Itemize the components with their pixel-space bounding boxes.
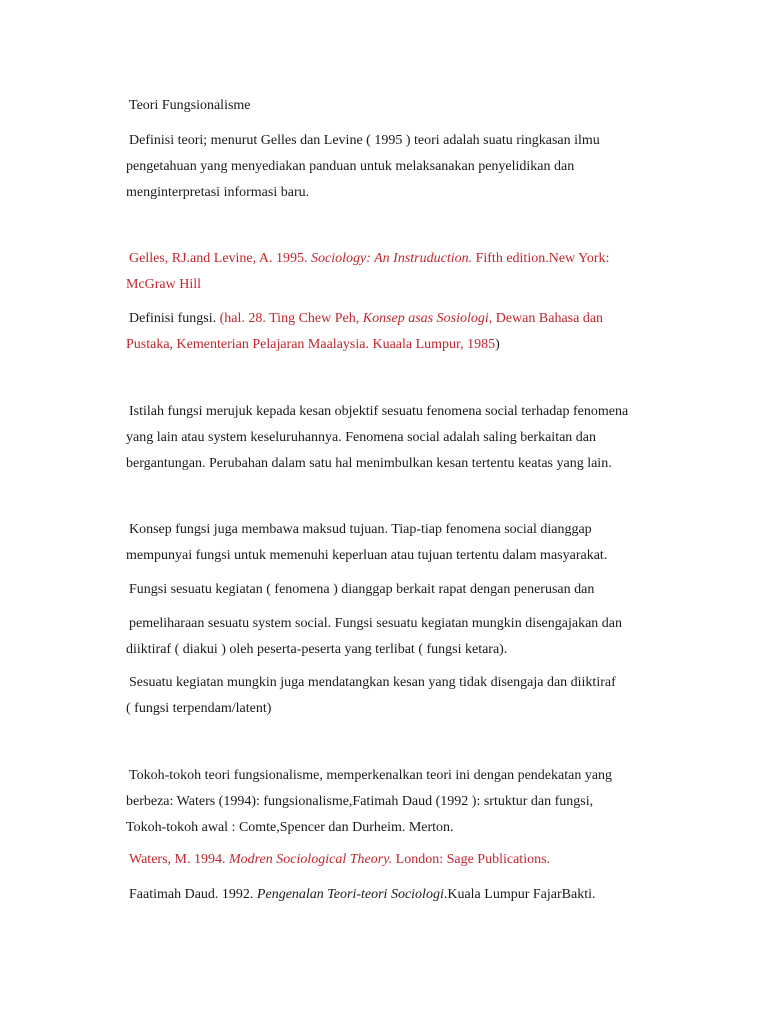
paragraph-line: Tokoh-tokoh awal : Comte,Spencer dan Durheim. Merton. [126,820,454,835]
reference-author: Waters, M. 1994. [129,852,229,867]
reference-line [129,250,609,268]
paragraph-line: Fungsi sesuatu kegiatan ( fenomena ) dianggap berkait rapat dengan penerusan dan [129,582,595,597]
reference-title: Sociology: An Instruduction. [310,251,473,266]
document-heading: Teori Fungsionalisme [129,98,251,113]
paragraph-line: ( fungsi terpendam/latent) [126,701,272,716]
paragraph-line: pengetahuan yang menyediakan panduan untuk melaksanakan penyelidikan dan [126,159,575,174]
paragraph-line: diiktiraf ( diakui ) oleh peserta-peserta yang terlibat ( fungsi ketara). [126,642,508,657]
paragraph-line: bergantungan. Perubahan dalam satu hal menimbulkan kesan tertentu keatas yang lain. [126,456,612,471]
closing-paren: ) [495,337,500,352]
reference-publisher: , Dewan Bahasa dan [488,311,604,326]
paragraph-line: menginterpretasi informasi baru. [126,185,310,200]
paragraph-line: mempunyai fungsi untuk memenuhi keperluan atau tujuan tertentu dalam masyarakat. [126,548,608,563]
reference-publisher: Fifth edition.New York: [472,251,610,266]
reference-title: Pengenalan Teori-teori Sociologi [256,887,444,902]
reference-publisher: Pustaka, Kementerian Pelajaran Maalaysia. Kuaala Lumpur, 1985 [126,337,496,352]
paragraph-line: Konsep fungsi juga membawa maksud tujuan. Tiap-tiap fenomena social dianggap [129,522,592,537]
reference-author: Faatimah Daud. 1992. [129,887,257,902]
reference-line: McGraw Hill [126,277,202,292]
reference-citation: (hal. 28. Ting Chew Peh, [219,311,363,326]
definition-label: Definisi fungsi. [129,311,220,326]
paragraph-line: Definisi teori; menurut Gelles dan Levine ( 1995 ) teori adalah suatu ringkasan ilmu [129,133,600,148]
paragraph-line: berbeza: Waters (1994): fungsionalisme,Fatimah Daud (1992 ): srtuktur dan fungsi, [126,794,594,809]
paragraph-line: Sesuatu kegiatan mungkin juga mendatangkan kesan yang tidak disengaja dan diiktiraf [129,675,616,690]
reference-line [129,886,595,904]
paragraph-line: yang lain atau system keseluruhannya. Fenomena social adalah saling berkaitan dan [126,430,597,445]
paragraph-line: pemeliharaan sesuatu system social. Fungsi sesuatu kegiatan mungkin disengajakan dan [129,616,622,631]
reference-publisher: London: Sage Publications. [392,852,551,867]
definition-line [129,310,603,328]
reference-title: Modren Sociological Theory. [228,852,393,867]
paragraph-line: Istilah fungsi merujuk kepada kesan objektif sesuatu fenomena social terhadap fenomena [129,404,629,419]
reference-title: Konsep asas Sosiologi [362,311,489,326]
reference-publisher: .Kuala Lumpur FajarBakti. [443,887,596,902]
reference-line [129,851,550,869]
reference-author: Gelles, RJ.and Levine, A. 1995. [129,251,311,266]
definition-line [126,336,500,354]
paragraph-line: Tokoh-tokoh teori fungsionalisme, memperkenalkan teori ini dengan pendekatan yang [129,768,613,783]
